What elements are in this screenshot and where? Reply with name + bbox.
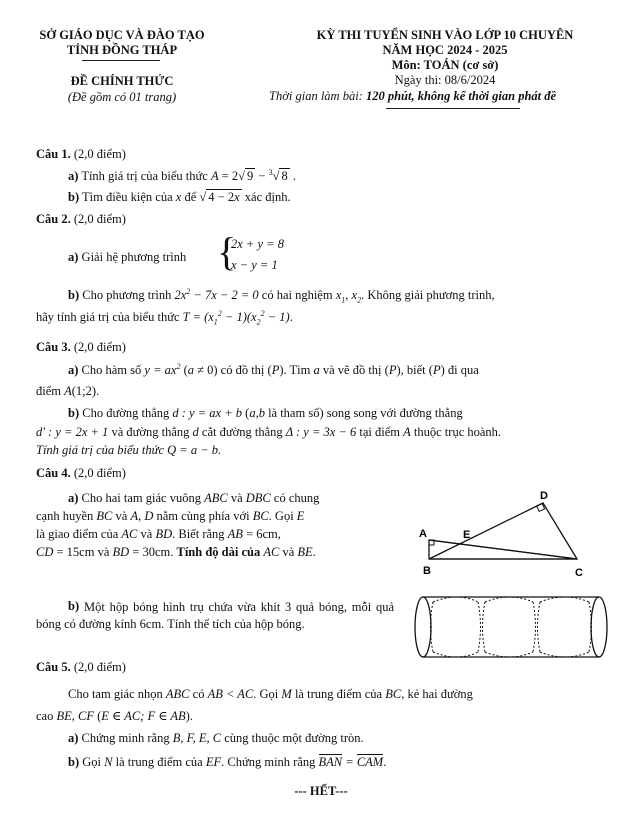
q3-part-a-line2: điểm A(1;2).: [36, 384, 100, 398]
q4-part-b-text: Một hộp bóng hình trụ chứa vừa khít 3 quả bóng, mỗi quả bóng có đường kính 6cm. Tính thể tích của hộp bóng.: [36, 600, 394, 631]
pages-note: (Đề gồm có 01 trang): [67, 90, 177, 104]
label-a: A: [419, 528, 427, 540]
cylinder-left-end: [415, 597, 431, 657]
q2-part-a: a) Giải hệ phương trình: [68, 250, 187, 264]
q3-part-b-line3: Tính giá trị của biểu thức Q = a − b.: [36, 443, 222, 457]
triangle-figure: [415, 488, 605, 580]
q2-part-b-line2: hãy tính giá trị của biểu thức $T = (x_1^2 - 1)(x_2^2 - 1)$.: [36, 309, 293, 327]
q5-part-a: a) Chứng minh rằng B, F, E, C cùng thuộc một đường tròn.: [68, 731, 364, 745]
subject: Môn: TOÁN (cơ sở): [391, 58, 499, 72]
ball-2: [483, 597, 536, 657]
ball-box-figure: [413, 592, 611, 662]
q4-part-a-line2: cạnh huyền BC và A, D nằm cùng phía với BC. Gọi E: [36, 509, 305, 523]
q3-part-a-line1: a) Cho hàm số $y = ax^2$ (a ≠ 0) có đồ thị (P). Tìm a và vẽ đồ thị (P), biết (P) đi qua: [68, 362, 479, 378]
system-eq2: x − y = 1: [231, 258, 278, 272]
official-label: ĐỀ CHÍNH THỨC: [70, 74, 174, 88]
label-c: C: [575, 567, 583, 579]
exam-date: Ngày thi: 08/6/2024: [394, 73, 496, 87]
q5-intro-line2: cao BE, CF (E ∈ AC; F ∈ AB).: [36, 709, 193, 723]
q1-part-a: a) Tính giá trị của biểu thức A = 2√ 9 − $^3$√ 8 .: [68, 168, 296, 184]
end-marker: --- HẾT---: [294, 784, 348, 798]
q5-intro-line1: Cho tam giác nhọn ABC có AB < AC. Gọi M là trung điểm của BC, kẻ hai đường: [68, 687, 473, 701]
triangle-dbc: [429, 503, 577, 559]
ball-1: [431, 597, 481, 657]
province-name: TỈNH ĐỒNG THÁP: [66, 43, 178, 57]
q3-part-b-line1: b) Cho đường thẳng d : y = ax + b (a,b là tham số) song song với đường thẳng: [68, 406, 463, 420]
header-divider-right: [386, 108, 520, 109]
q4-part-b-label: b): [68, 599, 80, 613]
header-divider-left: [82, 60, 160, 61]
q2-heading: Câu 2. (2,0 điểm): [36, 212, 126, 226]
ball-3: [538, 597, 592, 657]
q3-part-b-line2: d' : y = 2x + 1 và đường thẳng d cắt đường thẳng Δ : y = 3x − 6 tại điểm A thuộc trục hoành.: [36, 425, 502, 439]
q5-part-b: b) Gọi N là trung điểm của EF. Chứng minh rằng BAN = CAM.: [68, 755, 387, 769]
segment-ac: [429, 540, 577, 559]
q4-part-a-line3: là giao điểm của AC và BD. Biết rằng AB = 6cm,: [36, 527, 281, 541]
cylinder-right-end: [591, 597, 607, 657]
q4-heading: Câu 4. (2,0 điểm): [36, 466, 126, 480]
q4-part-a-line4: CD = 15cm và BD = 30cm. Tính độ dài của AC và BE.: [36, 545, 316, 559]
school-year: NĂM HỌC 2024 - 2025: [382, 43, 508, 57]
q5-heading: Câu 5. (2,0 điểm): [36, 660, 126, 674]
exam-duration: Thời gian làm bài: 120 phút, không kể thời gian phát đề: [269, 89, 557, 103]
q2-part-b-line1: b) Cho phương trình $2x^2 - 7x - 2 = 0$ có hai nghiệm $x_1$, $x_2$. Không giải phương trình,: [68, 287, 495, 305]
exam-title: KỲ THI TUYỂN SINH VÀO LỚP 10 CHUYÊN: [316, 28, 574, 42]
q4-part-a-line1: a) Cho hai tam giác vuông ABC và DBC có chung: [68, 491, 320, 505]
label-b: B: [423, 565, 431, 577]
q1-heading: Câu 1. (2,0 điểm): [36, 147, 126, 161]
q3-heading: Câu 3. (2,0 điểm): [36, 340, 126, 354]
system-eq1: 2x + y = 8: [231, 237, 284, 251]
label-d: D: [540, 490, 548, 502]
system-brace: {: [217, 229, 237, 274]
department-name: SỞ GIÁO DỤC VÀ ĐÀO TẠO: [39, 28, 205, 42]
q1-part-b: b) Tìm điều kiện của x để √ 4 − 2x xác định.: [68, 190, 291, 204]
label-e: E: [463, 529, 471, 541]
